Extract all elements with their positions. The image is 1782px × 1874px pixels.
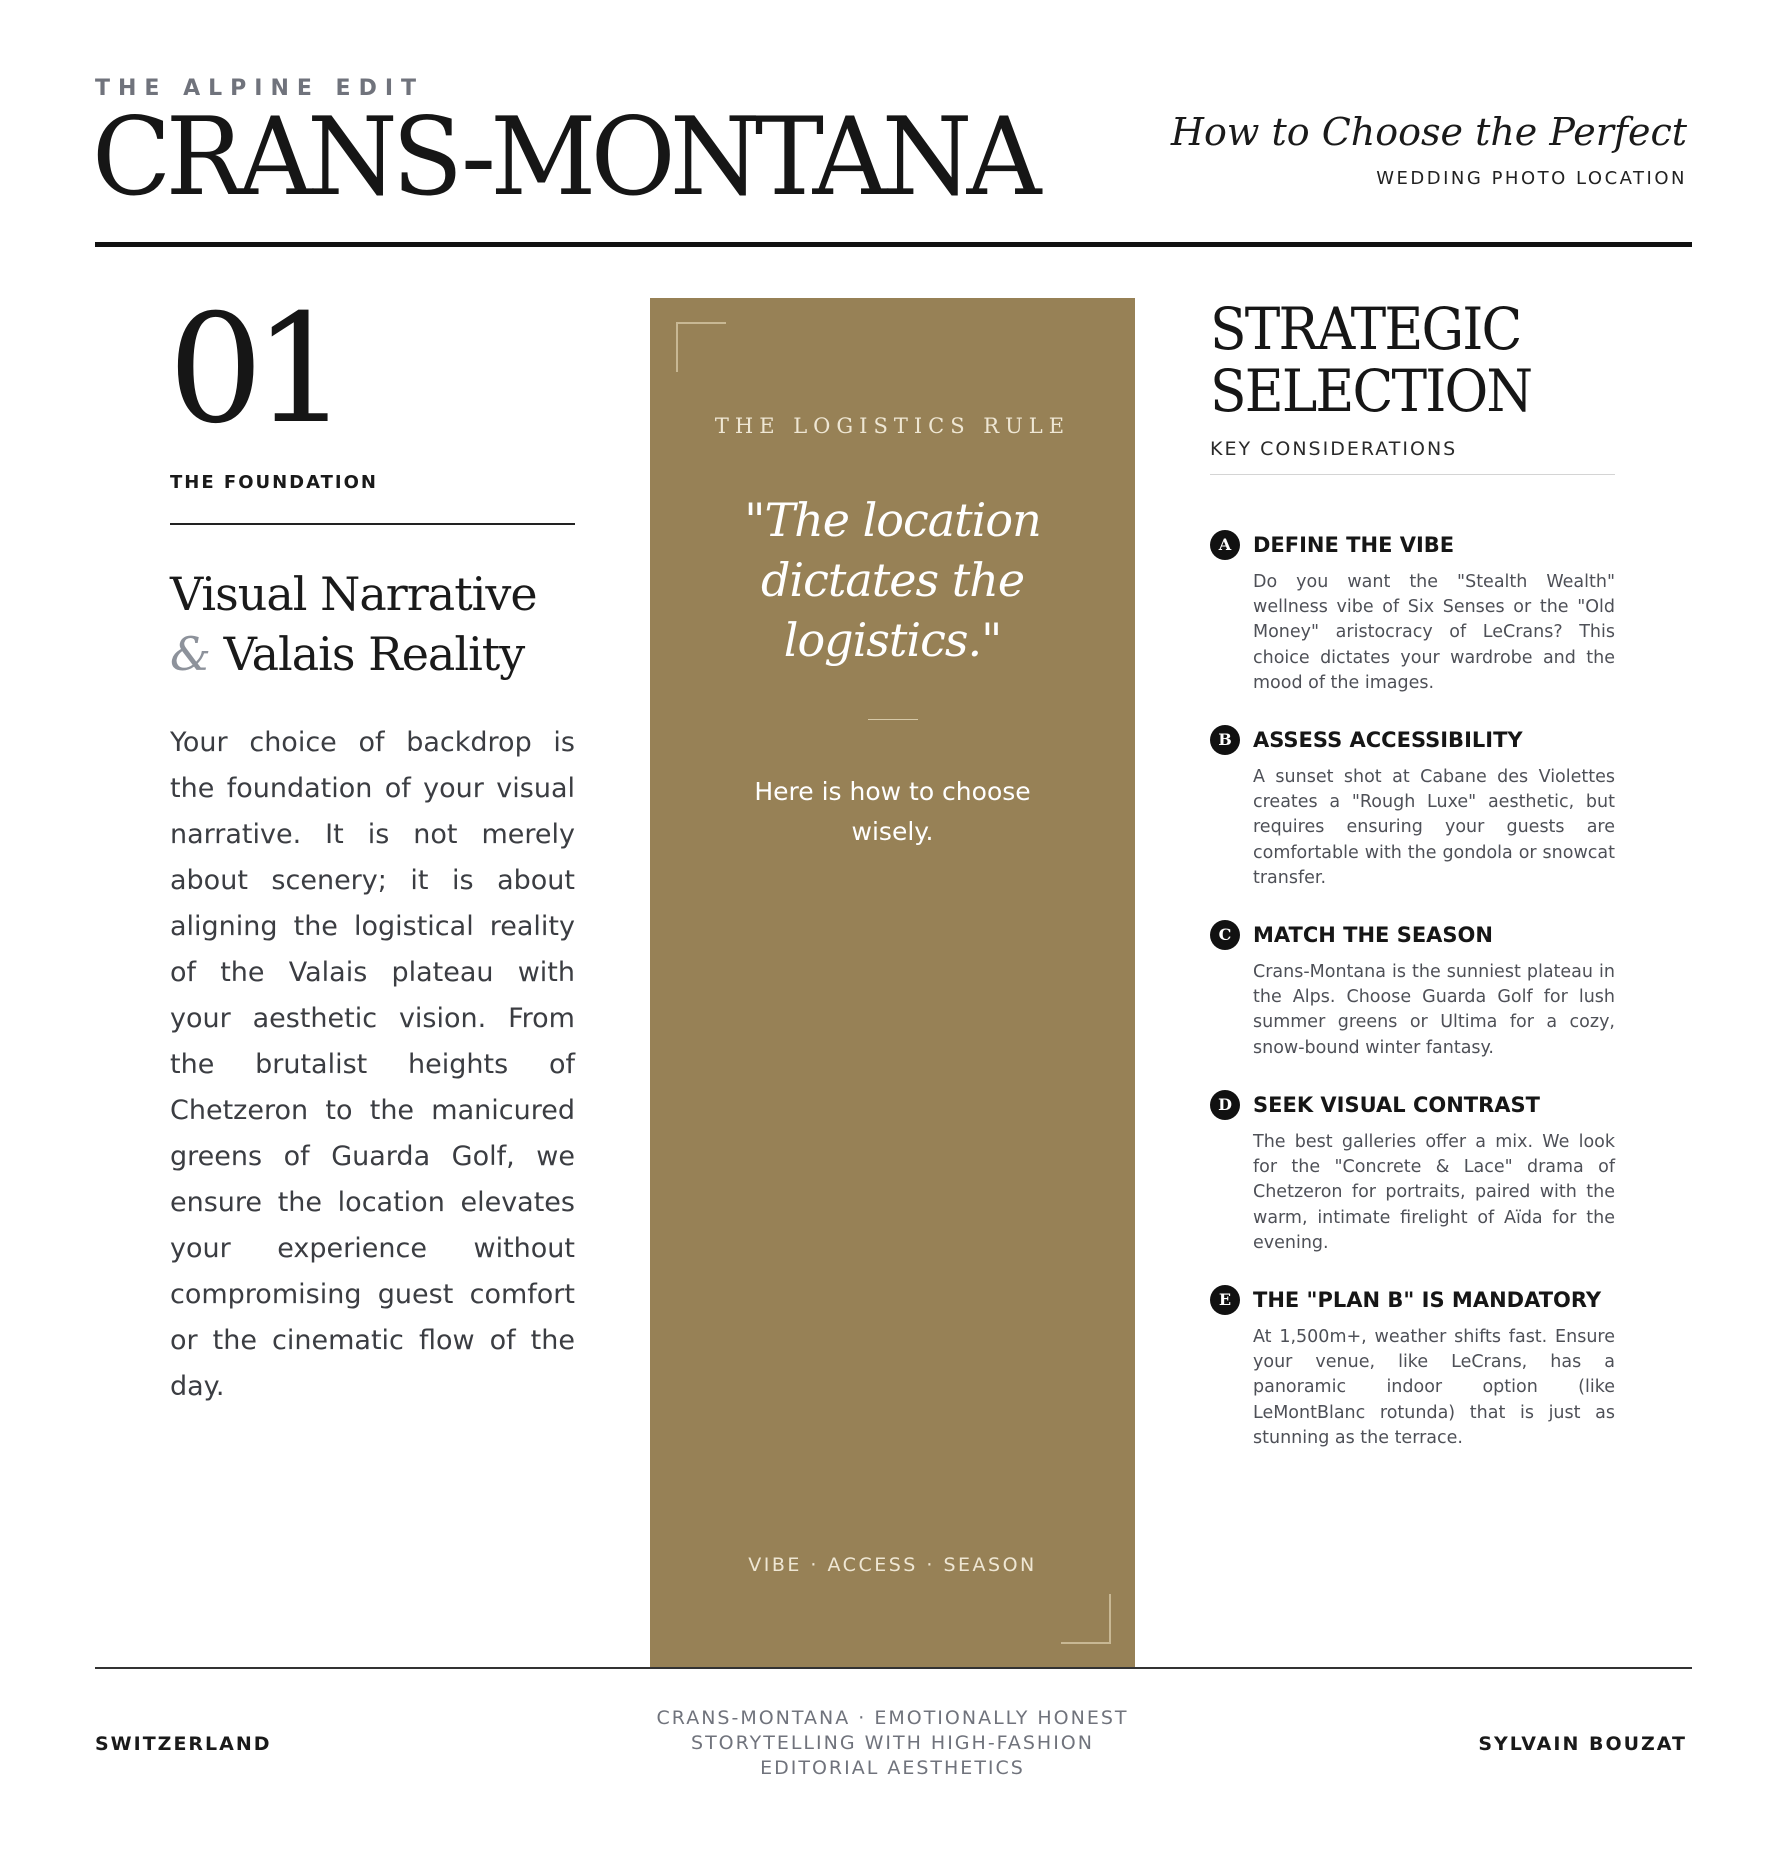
heading-ampersand: & [170,627,210,681]
footer-tagline-line3: EDITORIAL AESTHETICS [760,1757,1025,1779]
consideration-text: The best galleries offer a mix. We look for the "Concrete & Lace" drama of Chetzeron for portraits, paired with the warm, intimate firelight of Aïda for the evening. [1253,1132,1615,1253]
header-divider [95,242,1692,247]
consideration-text: A sunset shot at Cabane des Violettes creates a "Rough Luxe" aesthetic, but requires ensuring your guests are comfortable with the gondola or snowcat transfer. [1253,767,1615,888]
consideration-title: MATCH THE SEASON [1253,923,1493,947]
article-subtitle: How to Choose the Perfect [1170,110,1687,154]
panel-kicker: THE LOGISTICS RULE [714,414,1071,438]
consideration-text: Crans-Montana is the sunniest plateau in the Alps. Choose Guarda Golf for lush summer greens or Ultima for a cozy, snow-bound winter fantasy. [1253,962,1615,1058]
consideration-title: ASSESS ACCESSIBILITY [1253,728,1523,752]
footer-tagline-line1: CRANS-MONTANA · EMOTIONALLY HONEST [656,1707,1129,1729]
badge-a: A [1210,530,1240,560]
consideration-text: At 1,500m+, weather shifts fast. Ensure your venue, like LeCrans, has a panoramic indoor option (like LeMontBlanc rotunda) that is just as stunning as the terrace. [1253,1327,1615,1448]
logistics-panel [650,298,1135,1668]
strategic-title-line1: STRATEGIC [1210,295,1521,363]
consideration-title: DEFINE THE VIBE [1253,533,1455,557]
section-heading-line2 [170,624,537,684]
footer-location: SWITZERLAND [95,1733,272,1755]
panel-body: Here is how to choose wisely. [754,777,1031,846]
badge-d: D [1210,1090,1240,1120]
section-label: THE FOUNDATION [170,472,378,493]
consideration-title: THE "PLAN B" IS MANDATORY [1253,1288,1602,1312]
corner-bracket-bottom-right [1061,1594,1111,1644]
footer-author: SYLVAIN BOUZAT [1478,1733,1687,1755]
article-subtitle-caps: WEDDING PHOTO LOCATION [1376,168,1687,189]
footer-divider [95,1667,1692,1669]
section-heading-line1: Visual Narrative [170,567,537,621]
heading-line2-text: Valais Reality [209,627,525,681]
section-heading [170,564,537,684]
section-number: 01 [168,283,339,457]
footer-tagline [640,1706,1145,1781]
badge-e: E [1210,1285,1240,1315]
section-divider [170,523,575,525]
footer-tagline-line2: STORYTELLING WITH HIGH-FASHION [691,1732,1094,1754]
panel-quote: "The location dictates the logistics." [744,493,1041,667]
consideration-text: Do you want the "Stealth Wealth" wellness vibe of Six Senses or the "Old Money" aristocracy of LeCrans? This choice dictates your wardrobe and the mood of the images. [1253,572,1615,693]
panel-footer: VIBE · ACCESS · SEASON [748,1554,1037,1576]
header-kicker: THE ALPINE EDIT [95,76,425,101]
badge-b: B [1210,725,1240,755]
strategic-subtitle: KEY CONSIDERATIONS [1210,438,1458,460]
strategic-title-line2: SELECTION [1210,357,1532,425]
strategic-title [1210,295,1532,425]
corner-bracket-top-left [676,322,726,372]
strategic-divider [1210,474,1615,475]
brand-title: CRANS-MONTANA [92,95,1036,220]
panel-divider [868,719,918,720]
badge-c: C [1210,920,1240,950]
consideration-title: SEEK VISUAL CONTRAST [1253,1093,1540,1117]
section-body: Your choice of backdrop is the foundation of your visual narrative. It is not merely about scenery; it is about aligning the logistical reality of the Valais plateau with your aesthetic vision. From the brutalist heights of Chetzeron to the manicured greens of Guarda Golf, we ensure the location elevates your experience without compromising guest comfort or the cinematic flow of the day. [170,727,575,1402]
